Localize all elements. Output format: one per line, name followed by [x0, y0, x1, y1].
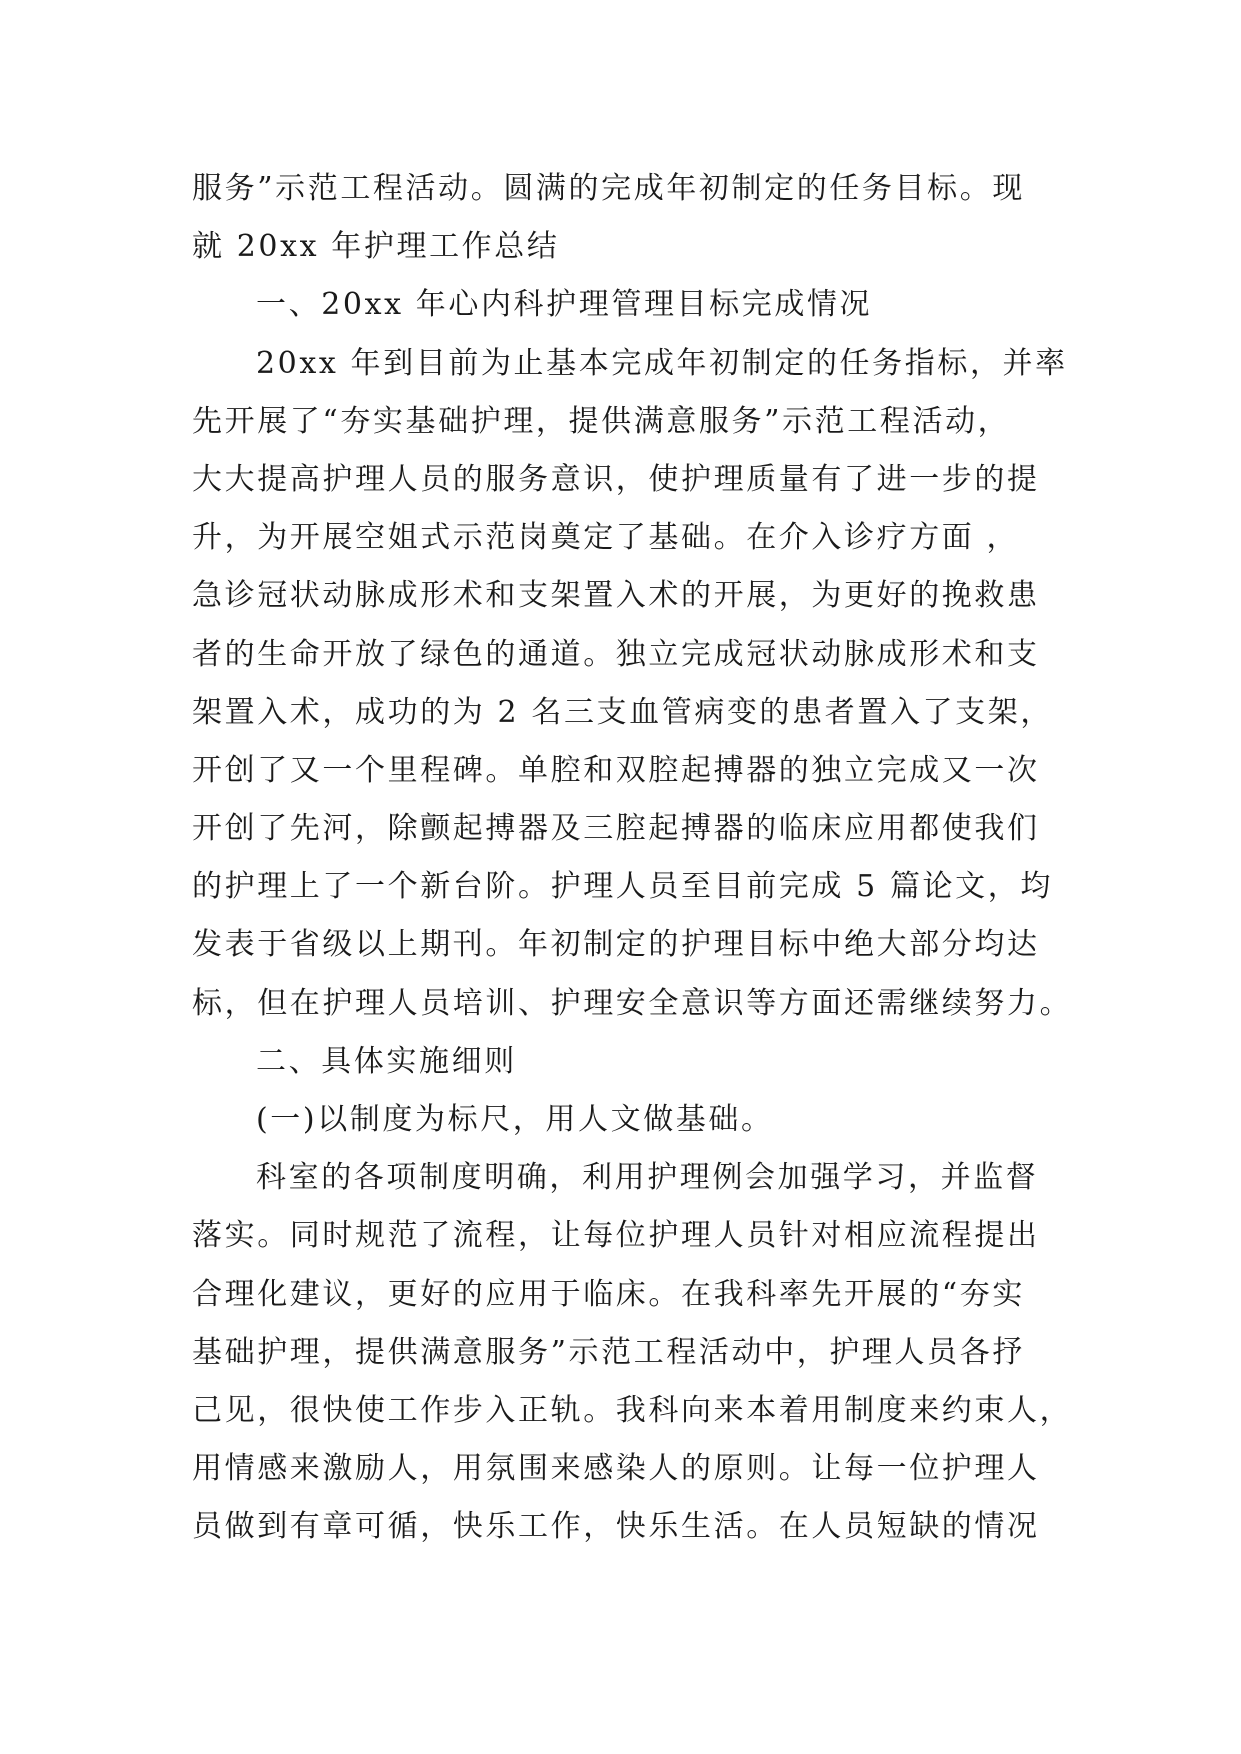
paragraph-start-line: 一、20xx 年心内科护理管理目标完成情况 — [256, 287, 873, 323]
paragraph-start-line: (一)以制度为标尺，用人文做基础。 — [256, 1102, 774, 1137]
text-line: 落实。同时规范了流程，让每位护理人员针对相应流程提出 — [192, 1218, 1040, 1254]
text-line: 的护理上了一个新台阶。护理人员至目前完成 5 篇论文，均 — [192, 869, 1053, 905]
text-line: 急诊冠状动脉成形术和支架置入术的开展，为更好的挽救患 — [192, 578, 1040, 614]
text-line: 员做到有章可循，快乐工作，快乐生活。在人员短缺的情况 — [192, 1509, 1040, 1545]
paragraph-start-line: 科室的各项制度明确，利用护理例会加强学习，并监督 — [256, 1160, 1039, 1196]
text-line: 基础护理，提供满意服务”示范工程活动中，护理人员各抒 — [192, 1334, 1025, 1370]
text-line: 己见，很快使工作步入正轨。我科向来本着用制度来约束人， — [192, 1392, 1072, 1428]
text-line: 合理化建议，更好的应用于临床。在我科率先开展的“夯实 — [192, 1276, 1025, 1312]
text-line: 服务”示范工程活动。圆满的完成年初制定的任务目标。现 — [192, 171, 1025, 206]
text-line: 开创了又一个里程碑。单腔和双腔起搏器的独立完成又一次 — [192, 752, 1040, 788]
text-line: 先开展了“夯实基础护理，提供满意服务”示范工程活动， — [192, 403, 1011, 439]
text-line: 标，但在护理人员培训、护理安全意识等方面还需继续努力。 — [192, 985, 1072, 1021]
text-line: 用情感来激励人，用氛围来感染人的原则。让每一位护理人 — [192, 1451, 1040, 1487]
text-line: 架置入术，成功的为 2 名三支血管病变的患者置入了支架， — [192, 694, 1053, 730]
paragraph-start-line: 二、具体实施细则 — [256, 1043, 517, 1079]
text-line: 者的生命开放了绿色的通道。独立完成冠状动脉成形术和支 — [192, 636, 1040, 672]
text-line: 开创了先河，除颤起搏器及三腔起搏器的临床应用都使我们 — [192, 811, 1040, 847]
text-line: 升，为开展空姐式示范岗奠定了基础。在介入诊疗方面 ， — [192, 520, 1020, 556]
text-line: 大大提高护理人员的服务意识，使护理质量有了进一步的提 — [192, 461, 1040, 497]
document-body — [192, 160, 1072, 1557]
text-line: 就 20xx 年护理工作总结 — [192, 229, 560, 265]
text-line: 发表于省级以上期刊。年初制定的护理目标中绝大部分均达 — [192, 927, 1040, 963]
paragraph-start-line: 20xx 年到目前为止基本完成年初制定的任务指标，并率 — [256, 345, 1068, 381]
